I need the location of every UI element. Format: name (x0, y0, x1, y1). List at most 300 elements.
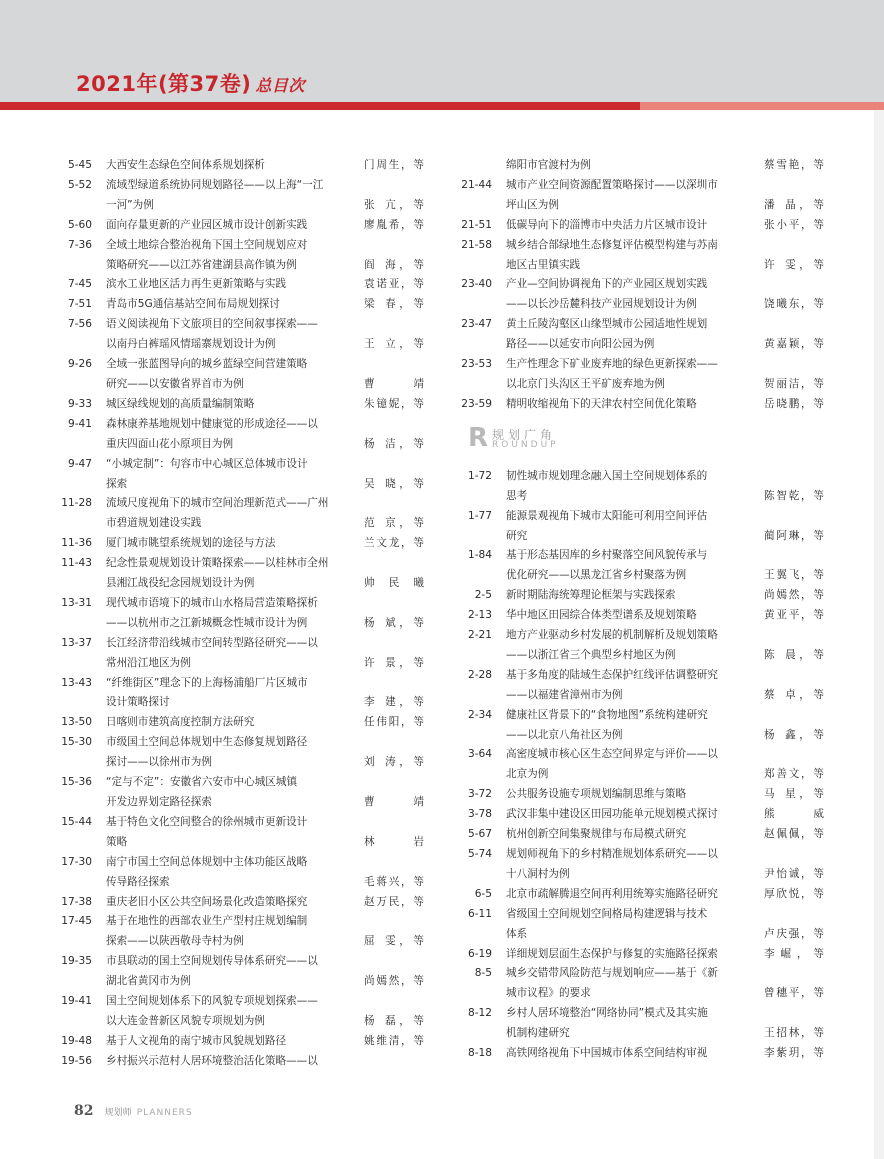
toc-entry (458, 275, 830, 315)
entry-page: 21-58 (461, 238, 492, 251)
entry-title (506, 805, 756, 825)
entry-author (364, 634, 424, 674)
entry-title-line: 城市产业空间资源配置策略探讨——以深圳市 (506, 178, 718, 191)
entry-title-line: 产业—空间协调视角下的产业园区规划实践 (506, 278, 708, 291)
entry-title (106, 236, 356, 276)
toc-entry (458, 467, 830, 507)
entry-title-line: 城乡结合部绿地生态修复评估模型构建与苏南 (506, 238, 718, 251)
entry-page: 21-44 (461, 178, 492, 191)
entry-title (106, 395, 356, 415)
entry-author-text: 李 建，等 (364, 696, 424, 709)
entry-title-line: 城区绿线规划的高质量编制策略 (106, 397, 255, 410)
entry-title-line: 新时期陆海统筹理论框架与实践探索 (506, 589, 676, 602)
entry-page: 5-74 (467, 848, 492, 860)
toc-entry (58, 415, 428, 455)
toc-entry (458, 586, 830, 606)
toc-entry (458, 945, 830, 965)
entry-author (764, 606, 824, 626)
entry-title-line: 黄土丘陵沟壑区山缘型城市公园适地性规划 (506, 318, 708, 331)
title-main: 2021年(第37卷) (76, 72, 252, 96)
journal-name-en: PLANNERS (136, 1108, 193, 1118)
entry-author (364, 236, 424, 276)
entry-title-line: 以南丹白裤瑶风情瑶寨规划设计为例 (106, 338, 276, 351)
entry-title-line: 健康社区背景下的“食物地图”系统构建研究 (506, 708, 708, 721)
entry-author (764, 275, 824, 315)
entry-title (106, 275, 356, 295)
entry-page: 21-51 (461, 218, 492, 231)
entry-page: 8-18 (467, 1047, 492, 1060)
entry-page: 6-5 (474, 887, 492, 900)
entry-author (764, 176, 824, 216)
entry-author-text: 黄亚平，等 (764, 609, 824, 622)
entry-author-text: 袁诺亚，等 (364, 278, 424, 291)
entry-title (506, 885, 756, 905)
entry-author-text: 贺丽洁，等 (764, 377, 824, 390)
entry-title-line: ——以杭州市之江新城概念性城市设计为例 (106, 616, 308, 629)
entry-title (506, 1004, 756, 1044)
journal-name: 规划师 (104, 1108, 132, 1118)
entry-page: 23-40 (461, 278, 492, 291)
entry-author-text: 刘 涛，等 (364, 756, 424, 769)
toc-entry (458, 1004, 830, 1044)
entry-author (764, 626, 824, 666)
entry-author-text: 尚嫣然，等 (764, 589, 824, 602)
entry-page: 13-50 (61, 716, 92, 729)
entry-title (506, 467, 756, 507)
entry-author-text: 张小平，等 (764, 218, 824, 231)
entry-title (106, 216, 356, 236)
entry-page: 8-5 (474, 967, 492, 980)
entry-title (106, 853, 356, 893)
entry-title-line: 地区古里镇实践 (506, 258, 581, 271)
toc-entry (58, 494, 428, 534)
entry-title (106, 295, 356, 315)
entry-author-text: 廖胤希，等 (364, 218, 424, 231)
entry-title-line: 公共服务设施专项规划编制思维与策略 (506, 788, 687, 801)
entry-author-text: 熊 威 (764, 808, 824, 821)
entry-title-line: 基于人文视角的南宁城市风貌规划路径 (106, 1034, 287, 1047)
entry-author (364, 952, 424, 992)
page-number: 82 (74, 1103, 94, 1119)
section-title: 规划广角 (492, 427, 557, 442)
entry-author (764, 845, 824, 885)
entry-title-line: 高铁网络视角下中国城市体系空间结构审视 (506, 1047, 708, 1060)
entry-author-text: 帅民曦 (364, 577, 424, 590)
entry-page: 6-19 (467, 947, 492, 960)
right-bottom-entries (458, 467, 830, 1064)
entry-author-text: 曹 靖 (364, 796, 424, 808)
entry-author (764, 1044, 824, 1064)
entry-title-line: 全域一张蓝图导向的城乡蓝绿空间营建策略 (106, 358, 308, 371)
entry-title-line: 现代城市语境下的城市山水格局营造策略探析 (106, 596, 318, 609)
toc-entry (458, 395, 830, 415)
entry-title (506, 275, 756, 315)
entry-author-text: 厚欣悦，等 (764, 887, 824, 900)
entry-title-line: 基于在地性的西部农业生产型村庄规划编制 (106, 915, 308, 928)
entry-title (506, 236, 756, 276)
toc-entry (458, 606, 830, 626)
entry-author-text: 尹怡诚，等 (764, 867, 824, 880)
toc-entry (458, 905, 830, 945)
entry-page: 17-38 (61, 895, 92, 908)
entry-title-line: 日喀则市建筑高度控制方法研究 (106, 716, 255, 729)
toc-entry (58, 1032, 428, 1052)
entry-page: 15-44 (61, 815, 92, 828)
entry-title-line: “小城定制”：句容市中心城区总体城市设计 (106, 457, 308, 470)
title-sub: 总目次 (255, 76, 305, 95)
entry-author (364, 534, 424, 554)
entry-title-line: 市碧道规划建设实践 (106, 517, 202, 530)
entry-author-text: 赵万民，等 (364, 895, 424, 908)
entry-title-line: 武汉非集中建设区田园功能单元规划模式探讨 (506, 808, 718, 821)
entry-author (764, 546, 824, 586)
entry-author (364, 355, 424, 395)
toc-entry (458, 236, 830, 276)
toc-entry (458, 626, 830, 666)
entry-page: 15-36 (61, 776, 92, 789)
entry-author-text: 曹 靖 (364, 377, 424, 390)
section-title-en: ROUNDUP (492, 439, 559, 450)
entry-author (764, 355, 824, 395)
entry-title (106, 534, 356, 554)
entry-author-text: 毛蒋兴，等 (364, 875, 424, 888)
entry-title-line: ——以北京八角社区为例 (506, 728, 623, 741)
entry-page: 13-43 (61, 676, 92, 689)
entry-author-text: 李崛，等 (764, 947, 824, 960)
header-rule-red (0, 102, 640, 110)
entry-author (764, 156, 824, 176)
toc-entry (58, 295, 428, 315)
entry-page: 3-72 (467, 788, 492, 801)
right-top-entries (458, 156, 830, 415)
entry-title (506, 395, 756, 415)
entry-title-line: 能源景观视角下城市太阳能可利用空间评估 (506, 509, 708, 522)
entry-title-line: 语义阅读视角下文旅项目的空间叙事探索—— (106, 318, 318, 331)
toc-entry (458, 745, 830, 785)
entry-page: 1-77 (467, 509, 492, 522)
entry-author (764, 1004, 824, 1044)
page-title (76, 68, 305, 98)
entry-author (364, 176, 424, 216)
entry-author (364, 455, 424, 495)
entry-author (764, 745, 824, 785)
entry-title-line: ——以长沙岳麓科技产业园规划设计为例 (506, 298, 697, 311)
entry-author (764, 586, 824, 606)
entry-title-line: 杭州创新空间集聚规律与布局模式研究 (506, 828, 687, 841)
entry-title-line: 研究 (506, 529, 528, 542)
roundup-logo (468, 422, 559, 453)
entry-author (764, 507, 824, 547)
entry-page: 7-36 (67, 238, 92, 251)
entry-title-line: 探索——以陕西敬母寺村为例 (106, 935, 244, 948)
entry-author (764, 216, 824, 236)
entry-title-line: 市县联动的国土空间规划传导体系研究——以 (106, 955, 318, 968)
entry-title (506, 315, 756, 355)
entry-page: 2-34 (467, 708, 492, 721)
entry-author-text: 林 岩 (364, 835, 424, 848)
toc-entry (58, 713, 428, 733)
entry-author-text: 门周生，等 (364, 159, 424, 171)
entry-title (106, 415, 356, 455)
entry-page: 23-53 (461, 358, 492, 371)
entry-author (764, 964, 824, 1004)
entry-title-line: 绵阳市官渡村为例 (506, 159, 591, 171)
entry-title (506, 355, 756, 395)
toc-entry (58, 216, 428, 236)
toc-entry (458, 216, 830, 236)
entry-page: 13-31 (61, 596, 92, 609)
toc-entry (58, 952, 428, 992)
toc-entry (58, 773, 428, 813)
toc-entry (458, 156, 830, 176)
entry-author (764, 785, 824, 805)
entry-title-line: 探讨——以徐州市为例 (106, 756, 212, 769)
entry-title (506, 1044, 756, 1064)
entry-author-text: 范 京，等 (364, 517, 424, 530)
toc-entry (458, 1044, 830, 1064)
entry-title (506, 606, 756, 626)
entry-title-line: 策略 (106, 835, 128, 848)
entry-title-line: 开发边界划定路径探索 (106, 796, 212, 808)
entry-title-line: 大西安生态绿色空间体系规划探析 (106, 159, 265, 171)
entry-author-text: 蔺阿琳，等 (764, 529, 824, 542)
toc-entry (58, 992, 428, 1032)
entry-author-text: 潘 晶，等 (764, 198, 824, 211)
entry-page: 2-5 (474, 589, 492, 602)
entry-author-text: 许 景，等 (364, 656, 424, 669)
entry-author-text: 蔡 卓，等 (764, 688, 824, 701)
entry-title (106, 912, 356, 952)
entry-title-line: 机制构建研究 (506, 1027, 570, 1040)
entry-page: 9-47 (67, 457, 92, 470)
entry-author-text: 任伟阳，等 (364, 716, 424, 729)
section-roundup (458, 415, 830, 467)
entry-title (106, 773, 356, 813)
entry-title-line: 规划师视角下的乡村精准规划体系研究——以 (506, 848, 718, 860)
entry-author-text: 陈 晨，等 (764, 648, 824, 661)
toc-entry (458, 176, 830, 216)
entry-page: 13-37 (61, 636, 92, 649)
entry-page: 3-64 (467, 748, 492, 761)
entry-author-text: 杨 鑫，等 (764, 728, 824, 741)
entry-page: 7-51 (67, 298, 92, 311)
entry-page: 1-84 (467, 549, 492, 562)
entry-page: 17-45 (61, 915, 92, 928)
entry-title-line: 路径——以延安市向阳公园为例 (506, 338, 655, 351)
entry-author (764, 236, 824, 276)
entry-author (364, 594, 424, 634)
entry-author (764, 467, 824, 507)
entry-author-text: 屈 雯，等 (364, 935, 424, 948)
entry-title-line: 湖北省黄冈市为例 (106, 975, 191, 988)
toc-entry (58, 534, 428, 554)
entry-author (364, 554, 424, 594)
entry-title-line: 一河”为例 (106, 198, 154, 211)
entry-title-line: 纪念性景观规划设计策略探索——以桂林市全州 (106, 557, 329, 570)
entry-author-text: 姚维清，等 (364, 1034, 424, 1047)
entry-author-text: 王翼飞，等 (764, 569, 824, 582)
entry-author (764, 706, 824, 746)
entry-title (106, 952, 356, 992)
entry-title (506, 666, 756, 706)
entry-title (106, 1032, 356, 1052)
toc-entry (458, 315, 830, 355)
toc-entry (58, 275, 428, 295)
entry-title-line: 华中地区田园综合体类型谱系及规划策略 (506, 609, 697, 622)
entry-title (106, 813, 356, 853)
entry-title (506, 706, 756, 746)
entry-page: 2-13 (467, 609, 492, 622)
entry-author (364, 813, 424, 853)
entry-title (506, 507, 756, 547)
entry-author-text: 兰文龙，等 (364, 537, 424, 550)
toc-entry (458, 666, 830, 706)
toc-entry (58, 156, 428, 176)
entry-title (106, 713, 356, 733)
entry-page: 11-36 (61, 537, 92, 550)
entry-title-line: 城乡交错带风险防范与规划响应——基于《新 (506, 967, 718, 980)
entry-title (106, 176, 356, 216)
entry-title (106, 554, 356, 594)
entry-title (506, 905, 756, 945)
entry-title-line: 流域尺度视角下的城市空间治理新范式——广州 (106, 497, 329, 510)
entry-title-line: 乡村振兴示范村人居环境整治活化策略——以 (106, 1054, 318, 1067)
entry-page: 9-33 (67, 397, 92, 410)
entry-title (106, 156, 356, 176)
entry-title-line: 低碳导向下的淄博市中央活力片区城市设计 (506, 218, 708, 231)
entry-title (506, 964, 756, 1004)
entry-title-line: 市级国土空间总体规划中生态修复规划路径 (106, 736, 308, 749)
toc-entry (58, 674, 428, 714)
entry-title (106, 455, 356, 495)
entry-author-text: 尚嫣然，等 (364, 975, 424, 988)
toc-entry (458, 964, 830, 1004)
entry-title-line: 策略研究——以江苏省建湖县高作镇为例 (106, 258, 297, 271)
toc-entry (458, 706, 830, 746)
entry-author (764, 315, 824, 355)
entry-author-text: 岳晓鹏，等 (764, 397, 824, 410)
roundup-mark-icon: R (468, 422, 489, 453)
toc-entry (58, 634, 428, 674)
header-rule-pink (640, 102, 884, 110)
entry-title-line: 韧性城市规划理念融入国土空间规划体系的 (506, 469, 708, 482)
entry-author-text: 杨 洁，等 (364, 437, 424, 450)
entry-title-line: 地方产业驱动乡村发展的机制解析及规划策略 (506, 629, 718, 642)
entry-page: 3-78 (467, 808, 492, 821)
entry-author-text: 朱镱妮，等 (364, 397, 424, 410)
toc-entry (458, 355, 830, 395)
contents-left-column (58, 156, 428, 1072)
entry-author (364, 893, 424, 913)
entry-page: 8-12 (467, 1007, 492, 1020)
entry-author (364, 295, 424, 315)
entry-page: 9-26 (67, 358, 92, 371)
entry-title-line: 基于形态基因库的乡村聚落空间风貌传承与 (506, 549, 708, 562)
entry-page: 23-59 (461, 397, 492, 410)
entry-title (106, 494, 356, 534)
entry-title-line: 优化研究——以黑龙江省乡村聚落为例 (506, 569, 687, 582)
entry-title (506, 176, 756, 216)
entry-title-line: 面向存量更新的产业园区城市设计创新实践 (106, 218, 308, 231)
entry-page: 6-11 (467, 907, 492, 920)
entry-author (764, 666, 824, 706)
entry-author (364, 674, 424, 714)
entry-title (506, 825, 756, 845)
entry-author-text: 黄嘉颖，等 (764, 338, 824, 351)
entry-author-text: 郑善文，等 (764, 768, 824, 781)
entry-page: 23-47 (461, 318, 492, 331)
entry-page: 7-56 (67, 318, 92, 331)
entry-title-line: 高密度城市核心区生态空间界定与评价——以 (506, 748, 718, 761)
toc-entry (58, 455, 428, 495)
entry-author (364, 1032, 424, 1052)
entry-author (764, 825, 824, 845)
entry-title-line: 探索 (106, 477, 128, 490)
entry-author (364, 275, 424, 295)
entry-author (764, 905, 824, 945)
entry-page: 2-28 (467, 668, 492, 681)
entry-title-line: 精明收缩视角下的天津农村空间优化策略 (506, 397, 697, 410)
toc-entry (58, 395, 428, 415)
entry-author-text: 王招林，等 (764, 1027, 824, 1040)
entry-title-line: 城市议程》的要求 (506, 987, 591, 1000)
page-edge (874, 110, 884, 1159)
entry-title (506, 216, 756, 236)
entry-title (106, 355, 356, 395)
entry-author (364, 216, 424, 236)
entry-title-line: 厦门城市眺望系统规划的途径与方法 (106, 537, 276, 550)
entry-title-line: 流域型绿道系统协同规划路径——以上海“一江 (106, 178, 324, 191)
entry-author-text: 马 星，等 (764, 788, 824, 801)
entry-author-text: 阎 海，等 (364, 258, 424, 271)
entry-title-line: 以大连金普新区风貌专项规划为例 (106, 1014, 265, 1027)
entry-title-line: 十八洞村为例 (506, 867, 570, 880)
entry-author (364, 395, 424, 415)
toc-entry (58, 594, 428, 634)
entry-title-line: ——以浙江省三个典型乡村地区为例 (506, 648, 676, 661)
entry-title (506, 785, 756, 805)
entry-author-text: 李紫玥，等 (764, 1047, 824, 1060)
entry-page: 19-41 (61, 995, 92, 1008)
entry-title (106, 1052, 356, 1072)
entry-author (364, 733, 424, 773)
toc-entry (58, 236, 428, 276)
entry-author (364, 853, 424, 893)
toc-entry (458, 885, 830, 905)
entry-title-line: ——以福建省漳州市为例 (506, 688, 623, 701)
entry-title-line: 北京为例 (506, 768, 549, 781)
entry-title (106, 893, 356, 913)
entry-page (458, 156, 492, 176)
entry-title (106, 634, 356, 674)
entry-title (106, 315, 356, 355)
entry-title-line: “纤维街区”理念下的上海杨浦船厂片区城市 (106, 676, 308, 689)
entry-page: 5-45 (67, 159, 92, 171)
entry-author-text: 曾穗平，等 (764, 987, 824, 1000)
toc-entry (58, 355, 428, 395)
entry-author-text: 许 雯，等 (764, 258, 824, 271)
entry-title-line: 青岛市5G通信基站空间布局规划探讨 (106, 298, 280, 311)
entry-page: 1-72 (467, 469, 492, 482)
entry-author (764, 885, 824, 905)
entry-author (364, 773, 424, 813)
toc-entry (58, 813, 428, 853)
entry-author (364, 1052, 424, 1072)
entry-title (506, 626, 756, 666)
entry-title-line: 重庆老旧小区公共空间场景化改造策略探究 (106, 895, 308, 908)
entry-title (106, 674, 356, 714)
entry-title-line: 生产性理念下矿业废弃地的绿色更新探索—— (506, 358, 718, 371)
